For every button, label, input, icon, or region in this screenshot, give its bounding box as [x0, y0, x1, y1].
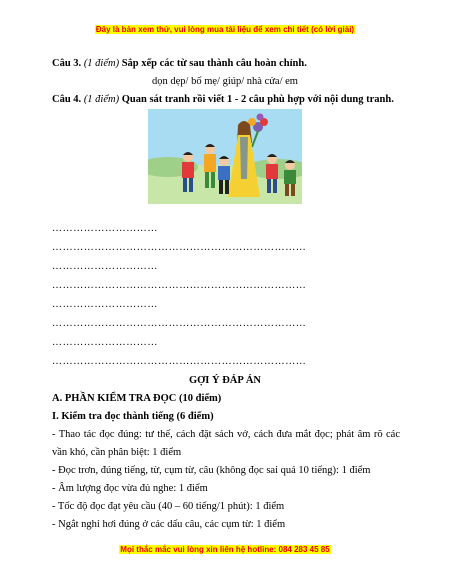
rubric-item: - Đọc trơn, đúng tiếng, từ, cụm từ, câu (không đọc sai quá 10 tiếng): 1 điểm: [52, 465, 371, 476]
rubric-item: - Thao tác đọc đúng: tư thế, cách đặt sách vở, cách đưa mắt đọc; phát âm rõ các: [52, 429, 400, 440]
answer-line: ………………………………………………………………: [52, 356, 307, 367]
answer-line: …………………………: [52, 261, 158, 272]
answer-line: ………………………………………………………………: [52, 280, 307, 291]
answer-key-heading: GỢI Ý ĐÁP ÁN: [188, 375, 262, 386]
question-3-words: dọn dẹp/ bố mẹ/ giúp/ nhà cửa/ em: [152, 76, 298, 87]
children-with-teacher-illustration: [148, 109, 302, 204]
question-3-title: Câu 3. (1 điểm) Sắp xếp các từ sau thành câu hoàn chỉnh.: [52, 58, 307, 69]
answer-line: …………………………: [52, 223, 158, 234]
answer-line: ………………………………………………………………: [52, 318, 307, 329]
answer-line: …………………………: [52, 299, 158, 310]
answer-line: …………………………: [52, 337, 158, 348]
answer-line: ………………………………………………………………: [52, 242, 307, 253]
rubric-item-continued: vần khó, cần phân biệt: 1 điểm: [52, 447, 182, 458]
question-4-title: Câu 4. (1 điểm) Quan sát tranh rồi viết 1 - 2 câu phù hợp với nội dung tranh.: [52, 94, 394, 105]
section-i-title: I. Kiểm tra đọc thành tiếng (6 điểm): [52, 411, 214, 422]
rubric-item: - Tốc độ đọc đạt yêu cầu (40 – 60 tiếng/1 phút): 1 điểm: [52, 501, 285, 512]
rubric-item: - Ngắt nghỉ hơi đúng ở các dấu câu, các cụm từ: 1 điểm: [52, 519, 286, 530]
hotline-banner: Mọi thắc mắc vui lòng xin liên hệ hotline: 084 283 45 85: [120, 545, 330, 554]
preview-banner: Đây là bản xem thử, vui lòng mua tài liệu để xem chi tiết (có lời giải): [95, 25, 355, 34]
rubric-item: - Âm lượng đọc vừa đủ nghe: 1 điểm: [52, 483, 208, 494]
section-a-title: A. PHẦN KIỂM TRA ĐỌC (10 điểm): [52, 393, 222, 404]
